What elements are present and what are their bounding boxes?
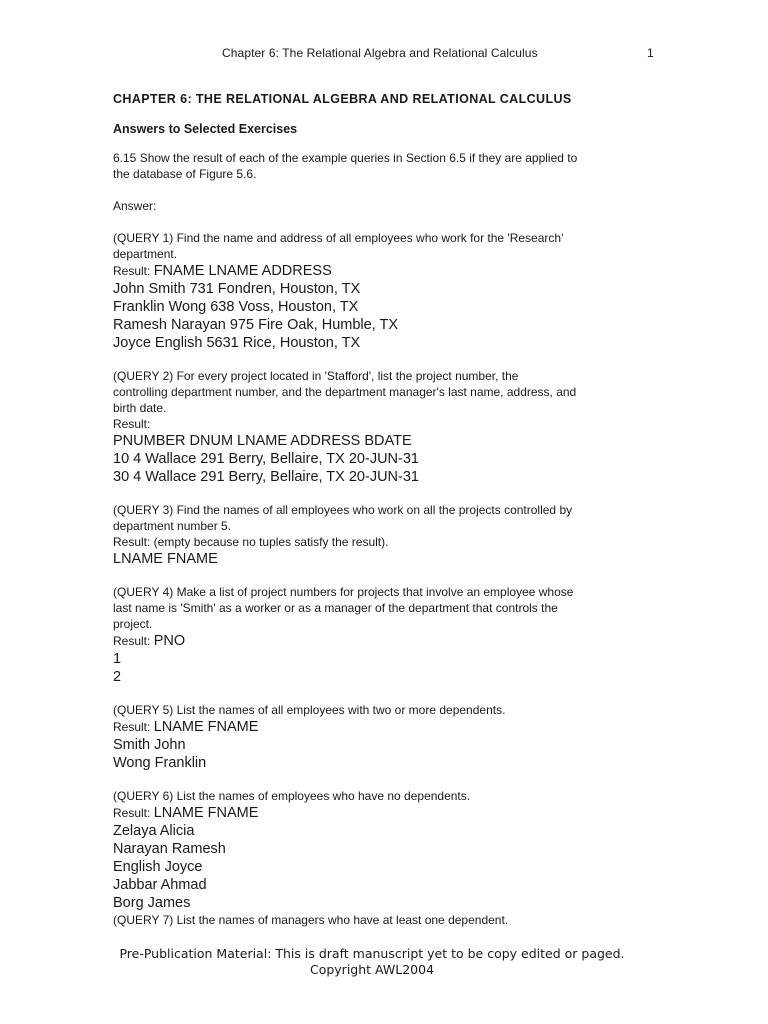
result-row: 1 xyxy=(113,651,122,667)
result-header: LNAME FNAME xyxy=(113,551,218,567)
exercise-statement xyxy=(113,150,633,182)
result-row: Jabbar Ahmad xyxy=(113,877,207,893)
result-row: Franklin Wong 638 Voss, Houston, TX xyxy=(113,299,359,315)
result-row: Joyce English 5631 Rice, Houston, TX xyxy=(113,335,361,351)
query-5-block xyxy=(113,702,633,772)
result-row: Zelaya Alicia xyxy=(113,823,195,839)
result-label: Result: xyxy=(113,417,151,431)
query-text: birth date. xyxy=(113,401,167,415)
result-label: Result: xyxy=(113,264,154,278)
result-row: Ramesh Narayan 975 Fire Oak, Humble, TX xyxy=(113,317,399,333)
result-row: Wong Franklin xyxy=(113,755,207,771)
section-title: Answers to Selected Exercises xyxy=(113,122,298,136)
result-header: LNAME FNAME xyxy=(153,805,259,821)
query-text: (QUERY 1) Find the name and address of all employees who work for the 'Research' xyxy=(113,231,564,245)
result-text: Result: (empty because no tuples satisfy the result). xyxy=(113,535,389,549)
result-label: Result: xyxy=(113,634,154,648)
query-2-block xyxy=(113,368,633,486)
result-line xyxy=(113,632,633,650)
result-line xyxy=(113,262,633,280)
query-7-block xyxy=(113,912,633,928)
result-row: John Smith 731 Fondren, Houston, TX xyxy=(113,281,361,297)
query-text: (QUERY 2) For every project located in 'Stafford', list the project number, the xyxy=(113,369,519,383)
query-text: (QUERY 4) Make a list of project numbers for projects that involve an employee whose xyxy=(113,585,574,599)
query-1-block xyxy=(113,230,633,352)
query-text: (QUERY 5) List the names of all employees with two or more dependents. xyxy=(113,703,506,717)
query-text: (QUERY 7) List the names of managers who have at least one dependent. xyxy=(113,913,509,927)
page-footer xyxy=(0,946,744,978)
chapter-title: CHAPTER 6: THE RELATIONAL ALGEBRA AND RELATIONAL CALCULUS xyxy=(113,92,572,106)
query-4-block xyxy=(113,584,633,686)
answer-label: Answer: xyxy=(113,199,157,213)
query-6-block xyxy=(113,788,633,912)
result-row: Borg James xyxy=(113,895,191,911)
result-label: Result: xyxy=(113,720,154,734)
result-row: Smith John xyxy=(113,737,186,753)
exercise-line: 6.15 Show the result of each of the example queries in Section 6.5 if they are applied to xyxy=(113,151,578,165)
exercise-line: the database of Figure 5.6. xyxy=(113,167,257,181)
query-text: department. xyxy=(113,247,178,261)
document-body xyxy=(113,92,633,928)
result-row: 30 4 Wallace 291 Berry, Bellaire, TX 20-JUN-31 xyxy=(113,469,419,485)
query-text: department number 5. xyxy=(113,519,232,533)
result-header: LNAME FNAME xyxy=(153,719,259,735)
result-row: English Joyce xyxy=(113,859,203,875)
result-header: FNAME LNAME ADDRESS xyxy=(153,263,332,279)
query-text: controlling department number, and the department manager's last name, address, and xyxy=(113,385,577,399)
query-text: (QUERY 3) Find the names of all employees who work on all the projects controlled by xyxy=(113,503,573,517)
page-number: 1 xyxy=(647,46,654,60)
query-text: project. xyxy=(113,617,153,631)
result-line xyxy=(113,804,633,822)
query-3-block xyxy=(113,502,633,568)
query-text: (QUERY 6) List the names of employees who have no dependents. xyxy=(113,789,471,803)
footer-copyright: Copyright AWL2004 xyxy=(309,962,435,977)
result-label: Result: xyxy=(113,806,154,820)
footer-notice: Pre-Publication Material: This is draft manuscript yet to be copy edited or paged. xyxy=(119,946,625,961)
result-row: 2 xyxy=(113,669,122,685)
result-row: 10 4 Wallace 291 Berry, Bellaire, TX 20-JUN-31 xyxy=(113,451,419,467)
query-text: last name is 'Smith' as a worker or as a manager of the department that controls the xyxy=(113,601,558,615)
header-title: Chapter 6: The Relational Algebra and Relational Calculus xyxy=(222,46,538,60)
result-header: PNUMBER DNUM LNAME ADDRESS BDATE xyxy=(113,433,412,449)
result-line xyxy=(113,718,633,736)
result-row: Narayan Ramesh xyxy=(113,841,226,857)
result-header: PNO xyxy=(153,633,186,649)
